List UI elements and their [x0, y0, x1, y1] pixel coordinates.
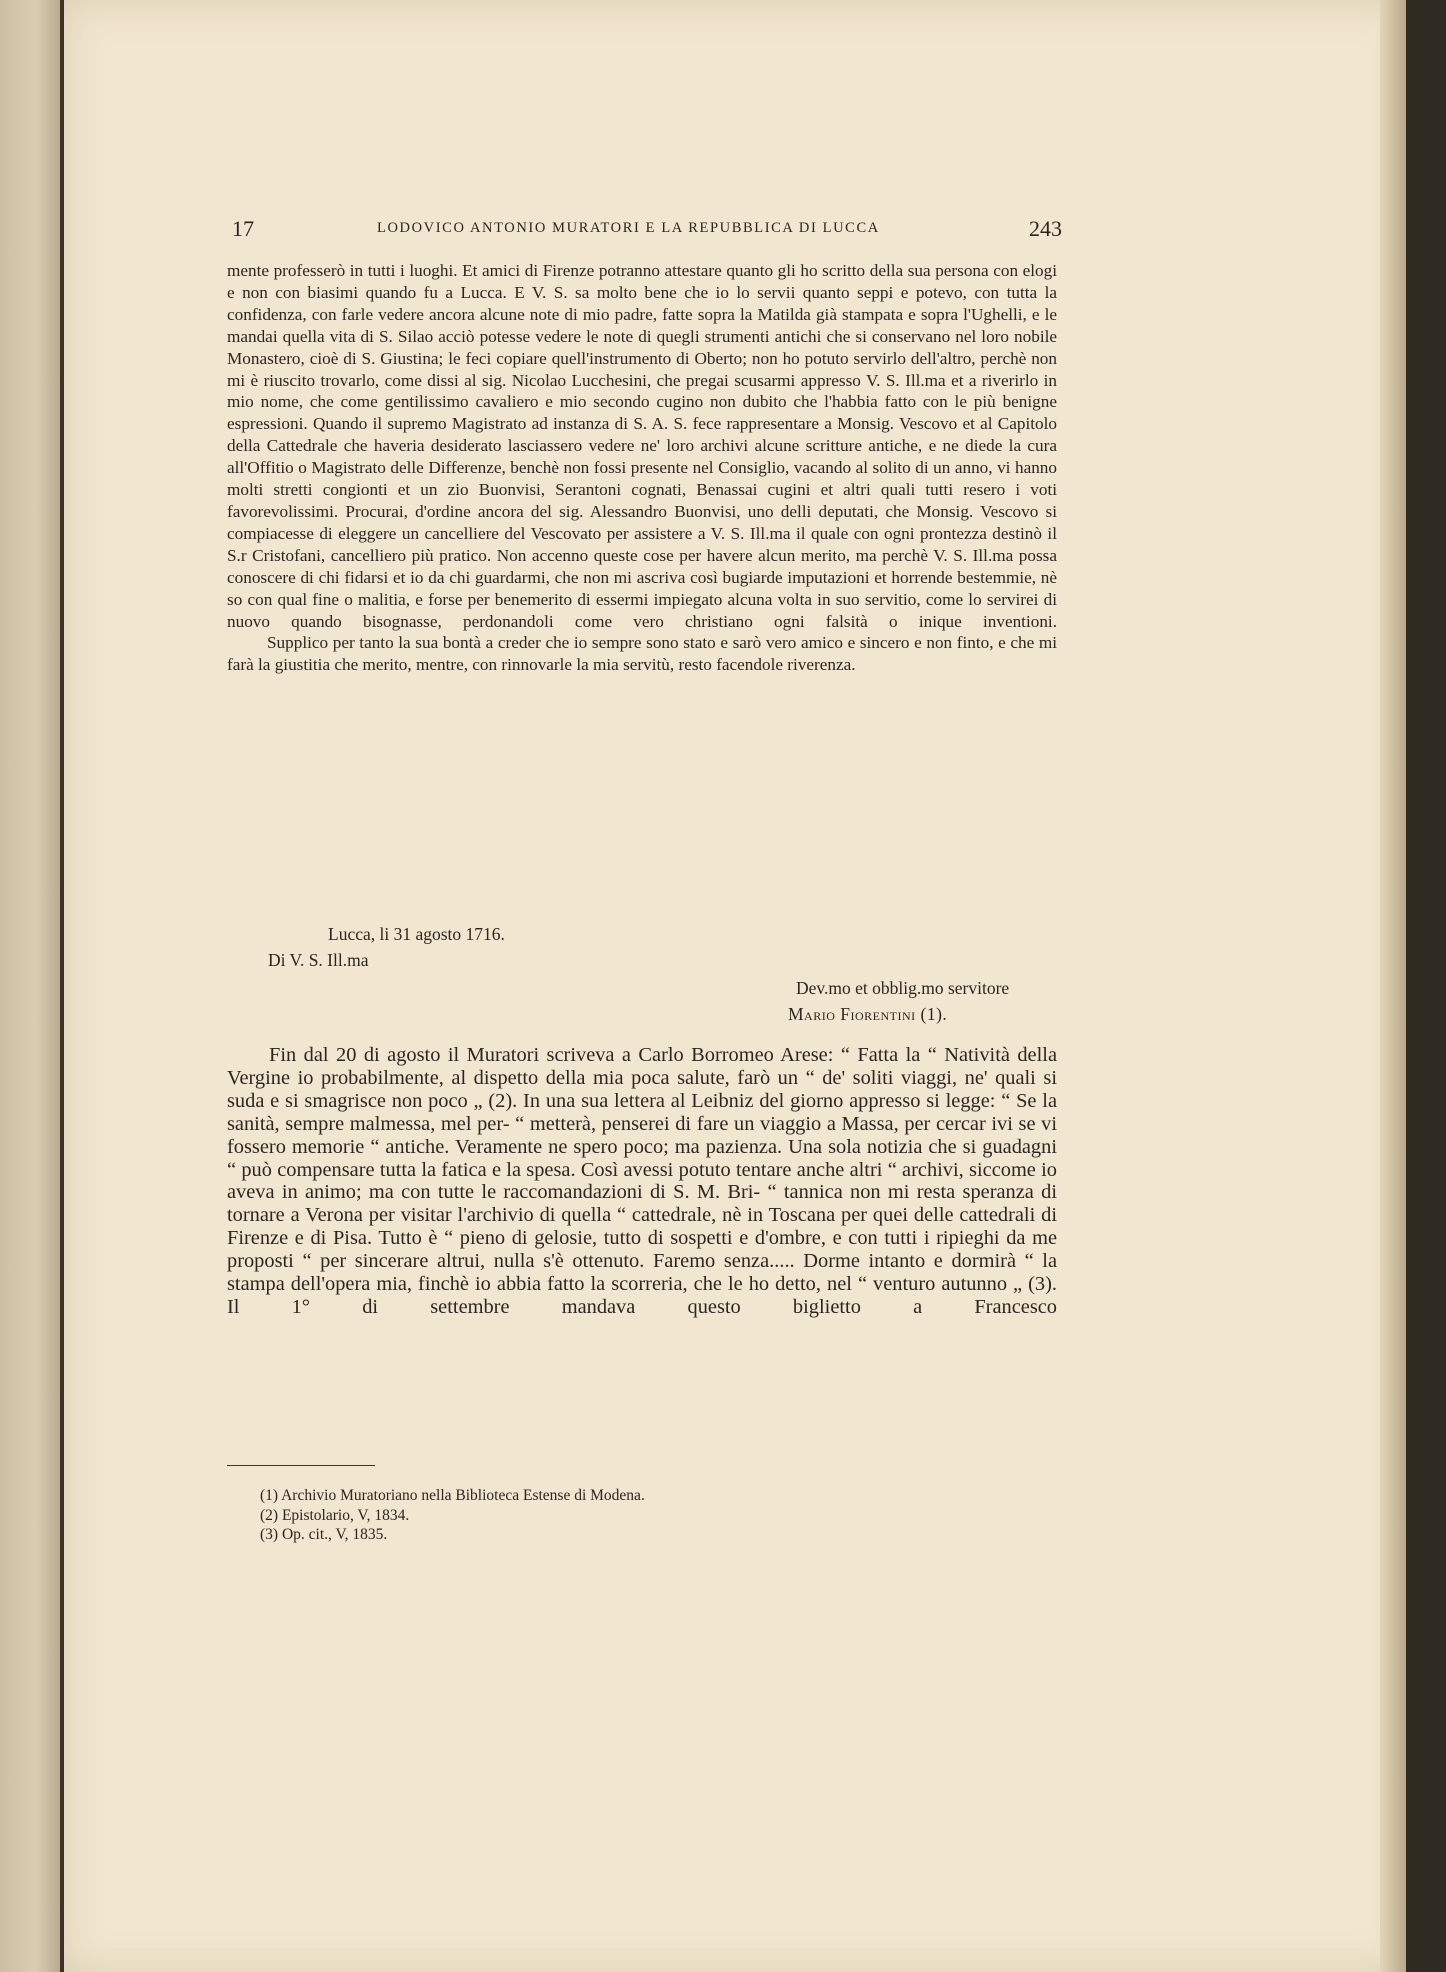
letter-signoff: Dev.mo et obblig.mo servitore: [796, 978, 1010, 998]
footnotes: [260, 1486, 645, 1545]
page-number: 243: [1029, 216, 1062, 241]
running-head: [232, 216, 1062, 242]
body-paragraph: Fin dal 20 di agosto il Muratori scriveva a Carlo Borromeo Arese: “ Fatta la “ Natività della Vergine io probabilmente, al dispetto della mia poca salute, farò un “ de' soliti viaggi, ne' quali si suda e si smagrisce non poco „ (2). In una sua lettera al Leibniz del giorno appresso si legge: “ Se la sanità, sempre malmessa, mel per- “ metterà, penserei di fare un viaggio a Massa, per cercar ivi se vi fossero memorie “ antiche. Veramente ne spero poco; ma pazienza. Una sola notizia che si guadagni “ può compensare tutta la fatica e la spesa. Così avessi potuto tentare anche altri “ archivi, siccome io aveva in animo; ma con tutte le raccomandazioni di S. M. Bri- “ tannica non mi resta speranza di tornare a Verona per visitar l'archivio di quella “ cattedrale, nè in Toscana per quei delle cattedrali di Firenze e di Pisa. Tutto è “ pieno di gelosie, tutto di sospetti e d'ombre, e con tutti i ripieghi da me proposti “ per sincerare altrui, nulla s'è ottenuto. Faremo senza..... Dorme intanto e dormirà “ la stampa dell'opera mia, finchè io abbia fatto la scorreria, che le ho detto, nel “ venturo autunno „ (3). Il 1° di settembre mandava questo biglietto a Francesco: [227, 1044, 1057, 1318]
running-title: LODOVICO ANTONIO MURATORI E LA REPUBBLICA DI LUCCA: [377, 220, 880, 236]
letter-text: [227, 260, 1057, 676]
chapter-number: 17: [232, 216, 254, 241]
letter-paragraph-2: Supplico per tanto la sua bontà a creder che io sempre sono stato e sarò vero amico e sincero e non finto, e che mi farà la giustitia che merito, mentre, con rinnovarle la mia servitù, resto facendole riverenza.: [227, 633, 1057, 675]
footnote-1: (1) Archivio Muratoriano nella Biblioteca Estense di Modena.: [260, 1487, 645, 1504]
previous-page-edge: [0, 0, 60, 1972]
footnote-2: (2) Epistolario, V, 1834.: [260, 1506, 410, 1524]
letter-signature: Mario Fiorentini (1).: [788, 1004, 948, 1024]
page-edge-shadow: [1380, 0, 1406, 1972]
footnote-3: (3) Op. cit., V, 1835.: [260, 1526, 388, 1544]
letter-place-date: Lucca, li 31 agosto 1716.: [328, 924, 505, 944]
letter-paragraph-1: mente professerò in tutti i luoghi. Et amici di Firenze potranno attestare quanto gli ho scritto della sua persona con elogi e non con biasimi quando fu a Lucca. E V. S. sa molto bene che io lo servii quanto seppi e potevo, con tutta la confidenza, con farle vedere ancora alcune note di mio padre, fatte sopra la Matilda già stampata e sopra l'Ughelli, e le mandai quella vita di S. Silao acciò potesse vedere le note di quegli strumenti antichi che si conservano nel loro nobile Monastero, cioè di S. Giustina; le feci copiare quell'instrumento di Oberto; non ho potuto servirlo dell'altro, perchè non mi è riuscito trovarlo, come dissi al sig. Nicolao Lucchesini, che pregai scusarmi appresso V. S. Ill.ma et a riverirlo in mio nome, che come gentilissimo cavaliero e mio secondo cugino non dubito che l'habbia fatto con le più benigne espressioni. Quando il supremo Magistrato ad instanza di S. A. S. fece rappresentare a Monsig. Vescovo et al Capitolo della Cattedrale che haveria desiderato lasciassero vedere ne' loro archivi alcune scritture antiche, e ne diede la cura all'Offitio o Magistrato delle Differenze, benchè non fossi presente nel Consiglio, vacando al solito di un anno, vi hanno molti stretti congionti et un zio Buonvisi, Serantoni cognati, Benassai cugini et altri quali tutti resero i voti favorevolissimi. Procurai, d'ordine ancora del sig. Alessandro Buonvisi, uno delli deputati, che Monsig. Vescovo si compiacesse di eleggere un cancelliere del Vescovato per assistere a V. S. Ill.ma il quale con ogni prontezza destinò il S.r Cristofani, cancelliero più pratico. Non accenno queste cose per havere alcun merito, ma perchè V. S. Ill.ma possa conoscere di chi fidarsi et io da chi guardarmi, che non mi ascriva così bugiarde imputazioni et horrende bestemmie, nè so con qual fine o malitia, e forse per benemerito di essermi impiegato alcuna volta in suo servitio, come lo servirei di nuovo quando bisognasse, perdonandoli come vero christiano ogni falsità o inique inventioni.: [227, 261, 1057, 631]
footnote-rule: [227, 1465, 375, 1466]
body-text: [227, 1044, 1057, 1319]
letter-salutation: Di V. S. Ill.ma: [268, 950, 369, 970]
scan-background: [1406, 0, 1446, 1972]
